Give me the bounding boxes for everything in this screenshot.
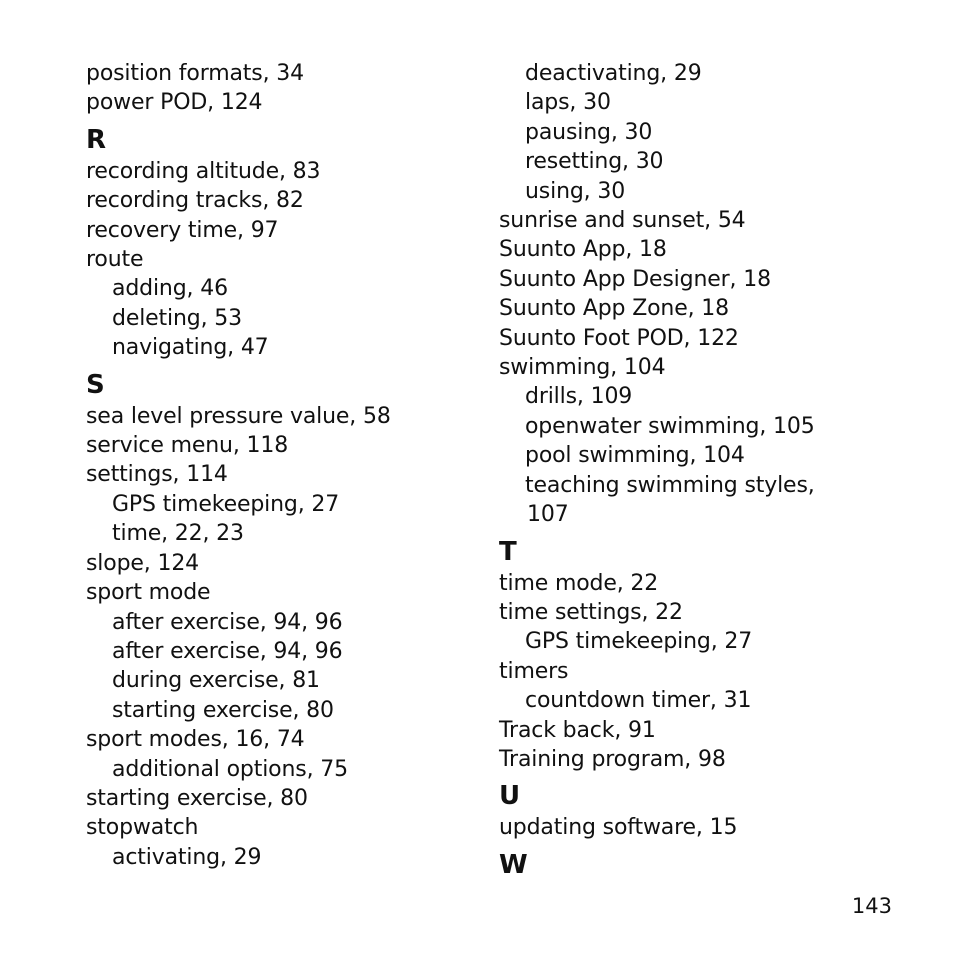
- index-entry: Suunto App Designer, 18: [499, 266, 771, 292]
- index-section-letter: W: [499, 849, 528, 880]
- index-column-right: [499, 59, 919, 882]
- index-entry: time mode, 22: [499, 570, 659, 596]
- index-subentry: deleting, 53: [112, 305, 242, 331]
- index-entry: settings, 114: [86, 462, 228, 488]
- index-entry: updating software, 15: [499, 815, 738, 841]
- index-subentry: teaching swimming styles,: [525, 472, 815, 498]
- index-subentry-continuation: 107: [527, 502, 569, 528]
- index-entry: time settings, 22: [499, 599, 683, 625]
- index-entry: recording tracks, 82: [86, 188, 304, 214]
- index-subentry: starting exercise, 80: [112, 697, 334, 723]
- index-subentry: additional options, 75: [112, 756, 348, 782]
- index-entry: recovery time, 97: [86, 217, 279, 243]
- index-subentry: after exercise, 94, 96: [112, 609, 343, 635]
- index-entry: sea level pressure value, 58: [86, 403, 391, 429]
- index-subentry: drills, 109: [525, 384, 633, 410]
- index-subentry: GPS timekeeping, 27: [525, 629, 753, 655]
- index-entry: sport modes, 16, 74: [86, 727, 305, 753]
- index-entry: recording altitude, 83: [86, 158, 321, 184]
- index-subentry: after exercise, 94, 96: [112, 638, 343, 664]
- index-section-letter: R: [86, 124, 107, 155]
- index-entry: Track back, 91: [499, 717, 656, 743]
- index-entry: Suunto App Zone, 18: [499, 296, 729, 322]
- index-subentry: laps, 30: [525, 90, 611, 116]
- index-section-letter: U: [499, 781, 521, 812]
- index-subentry: pool swimming, 104: [525, 443, 745, 469]
- index-entry: position formats, 34: [86, 61, 304, 86]
- index-section-letter: T: [499, 536, 517, 567]
- index-entry: route: [86, 247, 144, 273]
- index-entry: starting exercise, 80: [86, 785, 308, 811]
- index-entry: sunrise and sunset, 54: [499, 208, 746, 234]
- index-subentry: GPS timekeeping, 27: [112, 491, 340, 517]
- index-entry: stopwatch: [86, 815, 199, 841]
- index-subentry: time, 22, 23: [112, 521, 244, 547]
- index-subentry: deactivating, 29: [525, 61, 702, 86]
- index-entry: swimming, 104: [499, 355, 666, 381]
- index-subentry: navigating, 47: [112, 335, 269, 361]
- index-subentry: openwater swimming, 105: [525, 413, 815, 439]
- page-number: 143: [851, 894, 892, 918]
- index-entry: timers: [499, 658, 569, 684]
- index-subentry: activating, 29: [112, 844, 262, 870]
- index-entry: Training program, 98: [499, 746, 726, 772]
- index-subentry: adding, 46: [112, 276, 228, 302]
- index-subentry: using, 30: [525, 178, 626, 204]
- index-subentry: resetting, 30: [525, 149, 664, 175]
- index-column-left: [86, 59, 486, 872]
- index-entry: Suunto App, 18: [499, 237, 667, 263]
- index-section-letter: S: [86, 369, 105, 400]
- index-subentry: countdown timer, 31: [525, 688, 752, 714]
- index-subentry: during exercise, 81: [112, 668, 320, 694]
- index-entry: slope, 124: [86, 550, 200, 576]
- index-entry: Suunto Foot POD, 122: [499, 325, 739, 351]
- index-entry: sport mode: [86, 580, 211, 606]
- index-subentry: pausing, 30: [525, 119, 653, 145]
- index-entry: power POD, 124: [86, 90, 263, 116]
- index-entry: service menu, 118: [86, 433, 289, 459]
